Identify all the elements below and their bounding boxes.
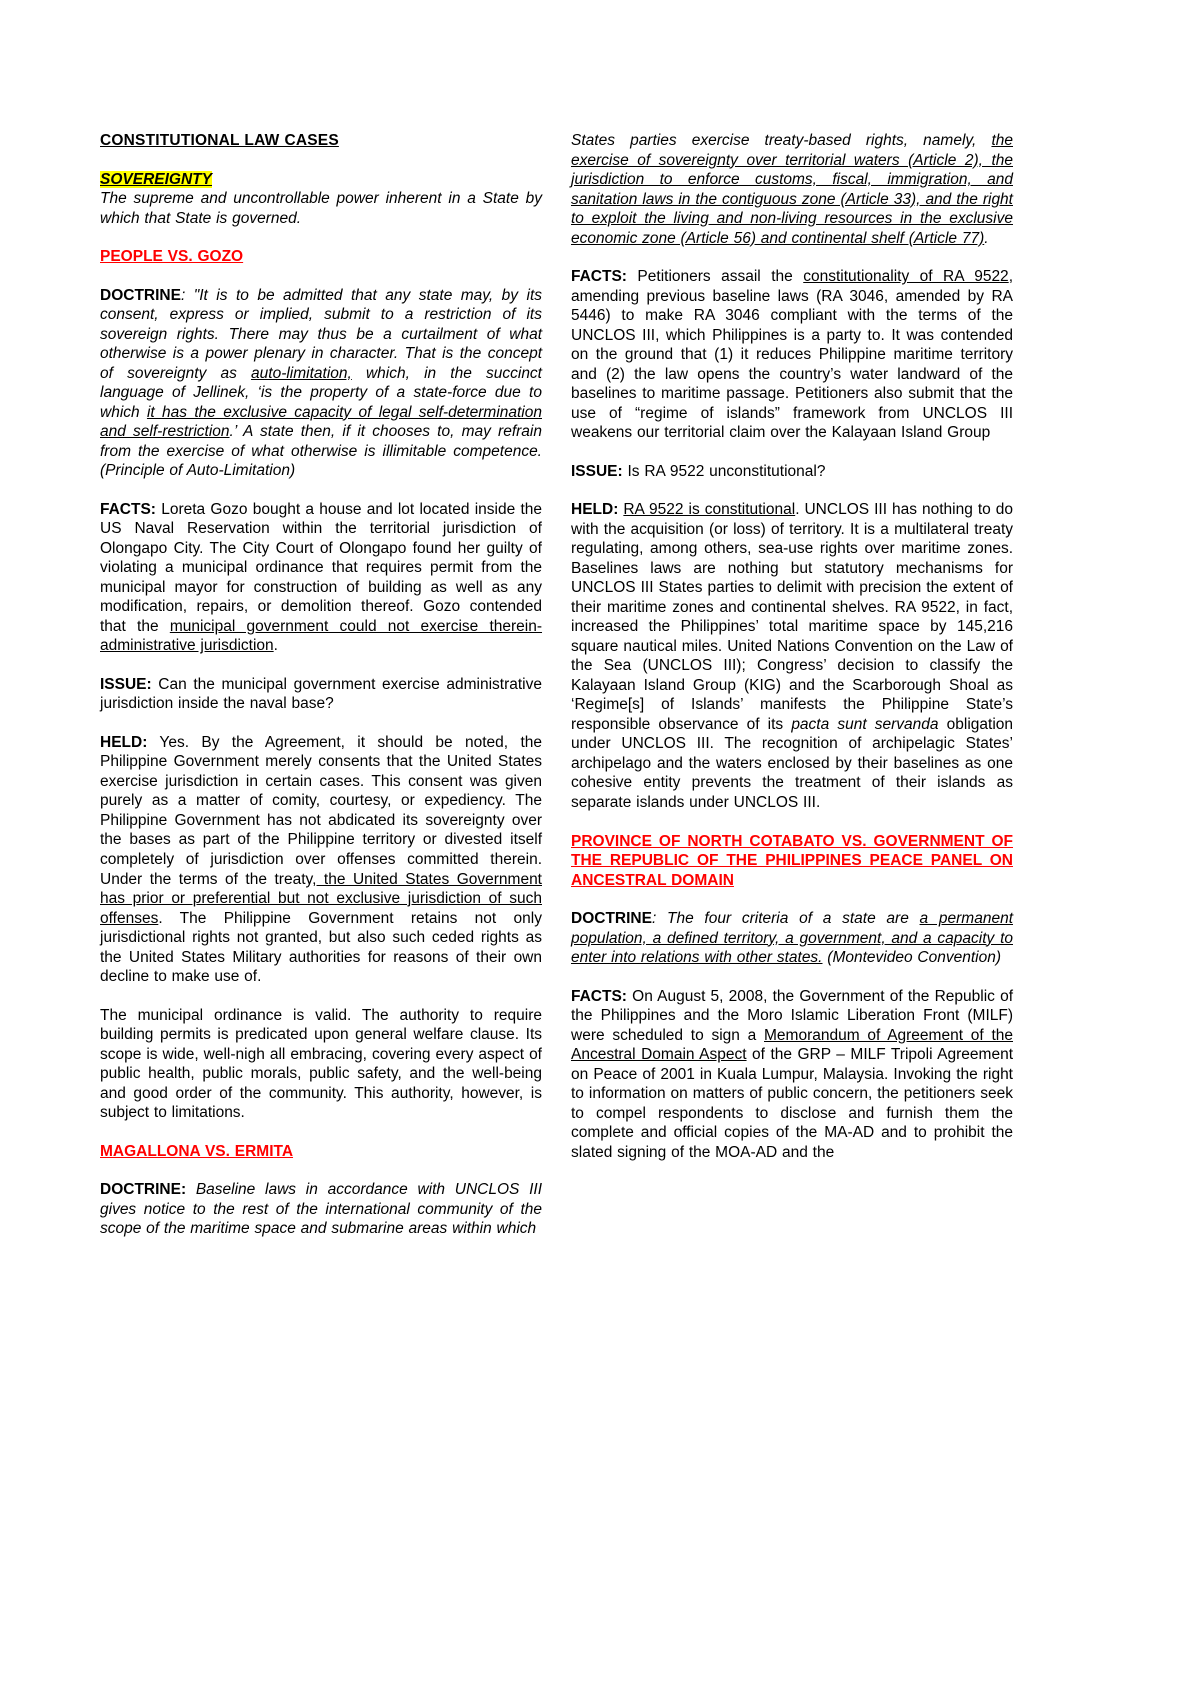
text-segment: : "It is to be admitted that any state may, by its consent, express or implied, submit to a restriction of its sovereign rights. There may thus be a curtailment of what otherwise is a power plenary in character. That is the concept of sovereignty as <box>100 286 542 382</box>
text-segment: . <box>273 637 278 655</box>
magallona-doctrine-continuation <box>571 131 1013 248</box>
text-segment: FACTS: <box>100 500 156 518</box>
text-segment: a permanent population, a defined territory, a government, and a capacity to enter into relations with other states. <box>571 910 1013 967</box>
text-segment: FACTS: <box>571 268 627 286</box>
text-segment: of the GRP – MILF Tripoli Agreement on Peace of 2001 in Kuala Lumpur, Malaysia. Invoking the right to information on matters of public concern, the petitioners seek to compel respondents to disclose and furnish them the complete and official copies of the MA-AD and to prohibit the slated signing of the MOA-AD and the <box>571 1046 1013 1161</box>
magallona-facts-paragraph <box>571 267 1013 443</box>
gozo-issue-paragraph <box>100 675 542 714</box>
text-segment: DOCTRINE: <box>100 1181 187 1199</box>
gozo-doctrine-paragraph <box>100 286 542 481</box>
gozo-facts-paragraph <box>100 500 542 656</box>
text-segment: pacta sunt servanda <box>791 715 939 733</box>
text-segment: The municipal ordinance is valid. The authority to require building permits is predicated upon general welfare clause. Its scope is wide, well-nigh all embracing, covering every aspect of public health, public morals, public safety, and the well-being and good order of the community. This authority, however, is subject to limitations. <box>100 1006 542 1122</box>
text-segment: . UNCLOS III has nothing to do with the acquisition (or loss) of territory. It is a multilateral treaty regulating, among others, sea-use rights over maritime zones. Baselines laws are nothing but statutory mechanisms for UNCLOS III States parties to delimit with precision the extent of their maritime zones and continental shelves. RA 9522, in fact, increased the Philippines’ total maritime space by 145,216 square nautical miles. United Nations Convention on the Law of the Sea (UNCLOS III); Congress’ decision to classify the Kalayaan Island Group (KIG) and the Scarborough Shoal as ‘Regime[s] of Islands’ manifests the Philippine State’s responsible observance of its <box>571 501 1014 733</box>
text-segment: , amending previous baseline laws (RA 3046, amended by RA 5446) to make RA 3046 compliant with the terms of the UNCLOS III, which Philippines is a party to. It was contended on the ground that (1) it reduces Philippine maritime territory and (2) the law opens the country’s water landward of the baselines to maritime passage. Petitioners also submit that the use of “regime of islands” framework from UNCLOS III weakens our territorial claim over the Kalayaan Island Group <box>571 268 1013 442</box>
right-column <box>571 131 1013 1658</box>
text-segment: Loreta Gozo bought a house and lot located inside the US Naval Reservation within the territorial jurisdiction of Olongapo City. The City Court of Olongapo found her guilty of violating a municipal ordinance that requires permit from the municipal mayor for construction of building as well as any modification, repairs, or demolition thereof. Gozo contended that the <box>100 500 542 635</box>
text-segment: , the United States Government has prior or preferential but not exclusive jurisdiction of such offenses <box>100 870 542 927</box>
text-segment: On August 5, 2008, the Government of the Republic of the Philippines and the Moro Islamic Liberation Front (MILF) were scheduled to sign a <box>571 987 1013 1044</box>
text-segment: Is RA 9522 unconstitutional? <box>622 462 826 480</box>
text-segment: obligation under UNCLOS III. The recognition of archipelagic States’ archipelago and the waters enclosed by their baselines as one cohesive entity prevents the treatment of their islands as separate islands under UNCLOS III. <box>571 715 1014 811</box>
case-title-magallona-vs-ermita <box>100 1142 542 1162</box>
text-segment: which, in the succinct language of Jellinek, ‘is the property of a state-force due to which <box>100 364 542 421</box>
text-segment: the exercise of sovereignty over territorial waters (Article 2), the jurisdiction to enforce customs, fiscal, immigration, and sanitation laws in the contiguous zone (Article 33), and the right to exploit the living and non-living resources in the exclusive economic zone (Article 56) and continental shelf (Article 77) <box>571 132 1013 247</box>
magallona-issue-paragraph <box>571 462 1013 482</box>
text-segment: HELD: <box>100 733 148 751</box>
magallona-doctrine-paragraph <box>100 1180 542 1239</box>
doc-title <box>100 131 542 151</box>
text-segment: .’ A state then, if it chooses to, may refrain from the exercise of what otherwise is illimitable competence. (Principle of Auto-Limitation) <box>100 423 542 480</box>
text-segment: constitutionality of RA 9522 <box>803 268 1009 286</box>
text-segment: DOCTRINE <box>100 286 181 304</box>
left-column <box>100 131 542 1658</box>
text-segment: (Montevideo Convention) <box>822 949 1001 967</box>
case-title-north-cotabato-vs-grp-peace-panel <box>571 832 1013 891</box>
text-segment: HELD: <box>571 501 619 519</box>
text-segment: ISSUE: <box>100 675 152 693</box>
cotabato-doctrine-paragraph <box>571 909 1013 968</box>
text-segment: . <box>984 229 989 247</box>
text-segment: auto-limitation, <box>251 364 352 382</box>
text-segment: ISSUE: <box>571 462 623 480</box>
text-segment: MAGALLONA VS. ERMITA <box>100 1142 294 1160</box>
text-segment: Can the municipal government exercise administrative jurisdiction inside the naval base? <box>100 675 542 713</box>
text-segment: FACTS: <box>571 987 627 1005</box>
text-segment: municipal government could not exercise therein-administrative jurisdiction <box>100 617 543 655</box>
text-segment: PEOPLE VS. GOZO <box>100 248 244 266</box>
text-segment: : The four criteria of a state are <box>651 910 920 928</box>
text-segment: DOCTRINE <box>571 910 652 928</box>
sovereignty-definition <box>100 189 542 228</box>
term-sovereignty <box>100 170 542 190</box>
text-segment: Petitioners assail the <box>626 268 804 286</box>
text-segment: . The Philippine Government retains not only jurisdictional rights not granted, but also such ceded rights as the United States Military authorities for reasons of their own decline to make use of. <box>100 909 542 986</box>
text-segment: it has the exclusive capacity of legal self-determination and self-restriction <box>100 403 542 441</box>
text-segment: Baseline laws in accordance with UNCLOS III gives notice to the rest of the international community of the scope of the maritime space and submarine areas within which <box>100 1181 542 1238</box>
text-segment: Memorandum of Agreement of the Ancestral Domain Aspect <box>571 1026 1013 1064</box>
gozo-held-paragraph <box>100 733 542 987</box>
text-segment: Yes. By the Agreement, it should be noted, the Philippine Government merely consents that the United States exercise jurisdiction in certain cases. This consent was given purely as a matter of comity, courtesy, or expediency. The Philippine Government has not abdicated its sovereignty over the bases as part of the Philippine territory or divested itself completely of jurisdiction over offenses committed therein. Under the terms of the treaty <box>100 733 542 888</box>
text-segment: The supreme and uncontrollable power inherent in a State by which that State is governed. <box>100 190 542 227</box>
case-title-people-vs-gozo <box>100 247 542 267</box>
cotabato-facts-paragraph <box>571 987 1013 1163</box>
magallona-held-paragraph <box>571 500 1013 812</box>
text-segment: RA 9522 is constitutional <box>623 501 796 519</box>
text-segment: PROVINCE OF NORTH COTABATO VS. GOVERNMENT OF THE REPUBLIC OF THE PHILIPPINES PEACE PANEL ON ANCESTRAL DOMAIN <box>571 832 1013 889</box>
text-segment: States parties exercise treaty-based rights, namely, <box>571 132 992 149</box>
text-segment: SOVEREIGNTY <box>100 170 212 188</box>
gozo-held-paragraph-2 <box>100 1006 542 1123</box>
text-segment: CONSTITUTIONAL LAW CASES <box>100 132 339 149</box>
